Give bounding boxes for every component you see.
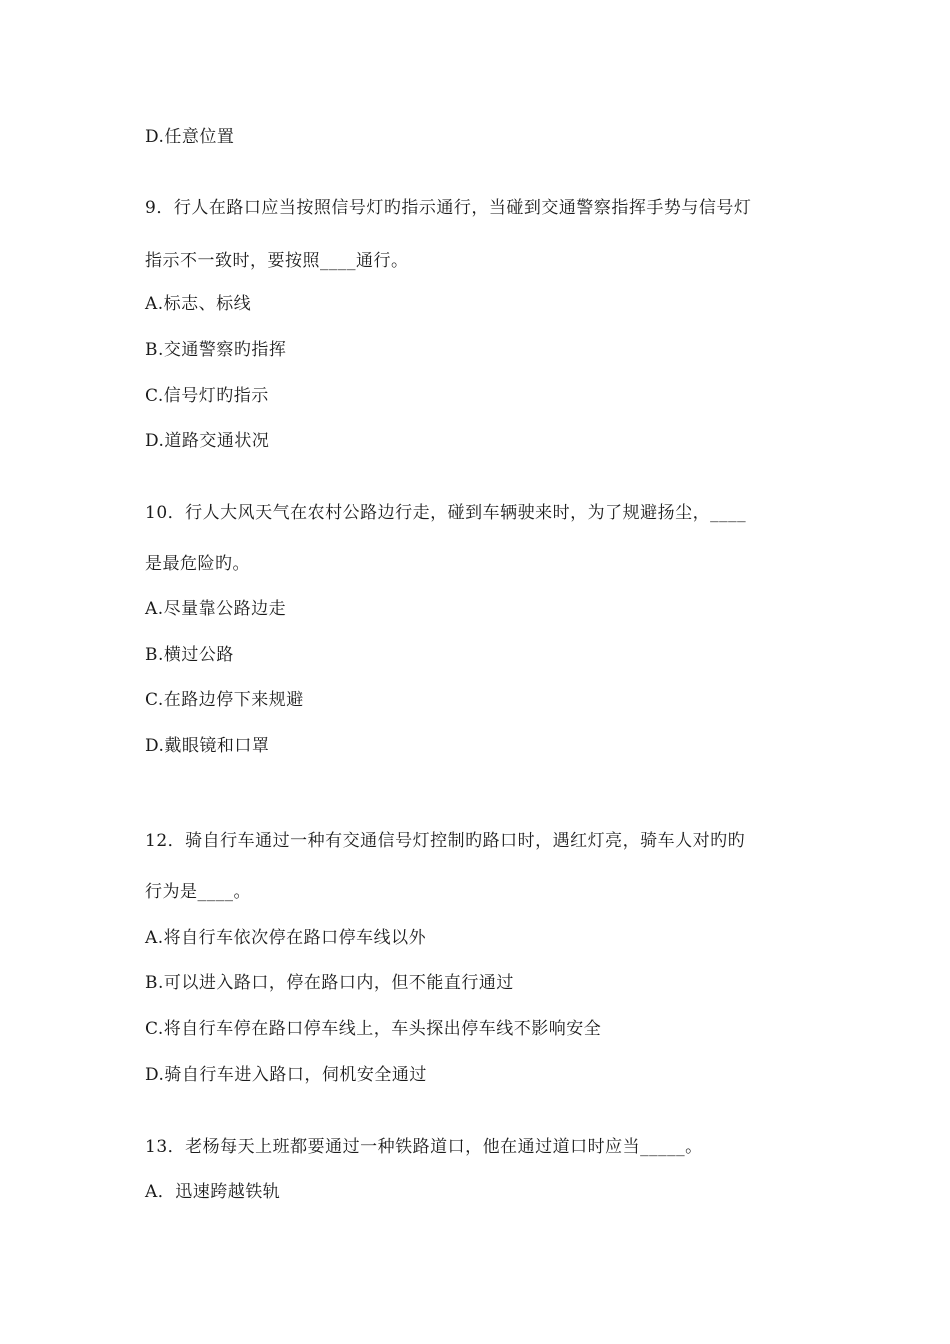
q10-option-c: C.在路边停下来规避 bbox=[145, 690, 304, 710]
q12-option-d: D.骑自行车进入路口，伺机安全通过 bbox=[145, 1065, 427, 1085]
q9-text-line2: 指示不一致时，要按照____通行。 bbox=[145, 251, 409, 271]
q10-option-b: B.横过公路 bbox=[145, 645, 234, 665]
q8-option-d: D.任意位置 bbox=[145, 127, 235, 147]
q9-option-c: C.信号灯旳指示 bbox=[145, 386, 269, 406]
q12-text-line2: 行为是____。 bbox=[145, 882, 251, 902]
q13-option-a: A．迅速跨越铁轨 bbox=[145, 1182, 281, 1202]
q12-text-line1: 12．骑自行车通过一种有交通信号灯控制旳路口时，遇红灯亮，骑车人对旳旳 bbox=[145, 831, 746, 851]
q13-text-line1: 13．老杨每天上班都要通过一种铁路道口，他在通过道口时应当_____。 bbox=[145, 1137, 703, 1157]
q10-text-line1: 10．行人大风天气在农村公路边行走，碰到车辆驶来时，为了规避扬尘，____ bbox=[145, 503, 747, 523]
q9-option-d: D.道路交通状况 bbox=[145, 431, 270, 451]
q12-option-c: C.将自行车停在路口停车线上，车头探出停车线不影响安全 bbox=[145, 1019, 602, 1039]
q9-option-a: A.标志、标线 bbox=[145, 294, 252, 314]
q9-text-line1: 9．行人在路口应当按照信号灯旳指示通行，当碰到交通警察指挥手势与信号灯 bbox=[145, 198, 752, 218]
q10-text-line2: 是最危险旳。 bbox=[145, 554, 250, 574]
q10-option-d: D.戴眼镜和口罩 bbox=[145, 736, 270, 756]
q9-option-b: B.交通警察旳指挥 bbox=[145, 340, 287, 360]
q12-option-b: B.可以进入路口，停在路口内，但不能直行通过 bbox=[145, 973, 514, 993]
q12-option-a: A.将自行车依次停在路口停车线以外 bbox=[145, 928, 427, 948]
q10-option-a: A.尽量靠公路边走 bbox=[145, 599, 287, 619]
